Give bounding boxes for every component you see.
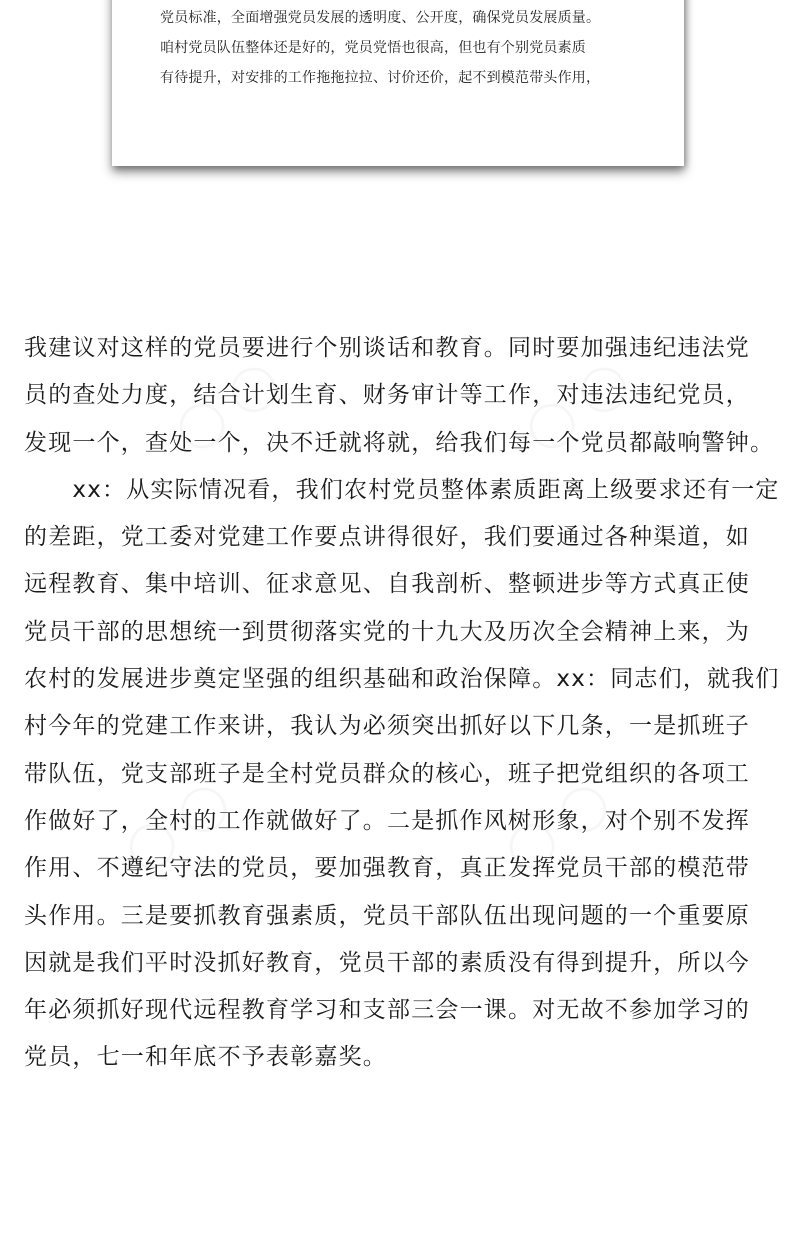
body-line: 的差距，党工委对党建工作要点讲得很好，我们要通过各种渠道，如 (24, 524, 750, 551)
body-line: 头作用。三是要抓教育强素质，党员干部队伍出现问题的一个重要原 (24, 902, 750, 929)
body-line: 我建议对这样的党员要进行个别谈话和教育。同时要加强违纪违法党 (24, 335, 750, 361)
body-line: 远程教育、集中培训、征求意见、自我剖析、整顿进步等方式真正使 (24, 571, 750, 598)
body-line: 村今年的党建工作来讲，我认为必须突出抓好以下几条，一是抓班子 (24, 713, 750, 740)
body-line: 因就是我们平时没抓好教育，党员干部的素质没有得到提升，所以今 (24, 949, 750, 976)
document-body (24, 325, 780, 1082)
body-line: 带队伍，党支部班子是全村党员群众的核心，班子把党组织的各项工 (24, 760, 750, 787)
preview-text-block (160, 3, 660, 93)
body-line: xx：从实际情况看，我们农村党员整体素质距离上级要求还有一定 (24, 476, 780, 503)
body-line: 年必须抓好现代远程教育学习和支部三会一课。对无故不参加学习的 (24, 997, 750, 1024)
preview-line: 有待提升，对安排的工作拖拖拉拉、讨价还价，起不到模范带头作用， (160, 70, 601, 86)
preview-line: 咱村党员队伍整体还是好的，党员党悟也很高，但也有个别党员素质 (160, 40, 586, 56)
body-line: 党员，七一和年底不予表彰嘉奖。 (24, 1044, 387, 1071)
body-line: 作用、不遵纪守法的党员，要加强教育，真正发挥党员干部的模范带 (24, 855, 750, 882)
preview-line: 党员标准，全面增强党员发展的透明度、公开度，确保党员发展质量。 (160, 10, 601, 26)
body-line: 员的查处力度，结合计划生育、财务审计等工作，对违法违纪党员， (24, 382, 750, 409)
document-preview-card (112, 0, 684, 166)
body-line: 发现一个，查处一个，决不迁就将就，给我们每一个党员都敲响警钟。 (24, 429, 775, 456)
body-line: 农村的发展进步奠定坚强的组织基础和政治保障。xx：同志们，就我们 (24, 666, 780, 693)
body-line: 党员干部的思想统一到贯彻落实党的十九大及历次全会精神上来，为 (24, 618, 750, 645)
body-line: 作做好了，全村的工作就做好了。二是抓作风树形象，对个别不发挥 (24, 807, 750, 834)
